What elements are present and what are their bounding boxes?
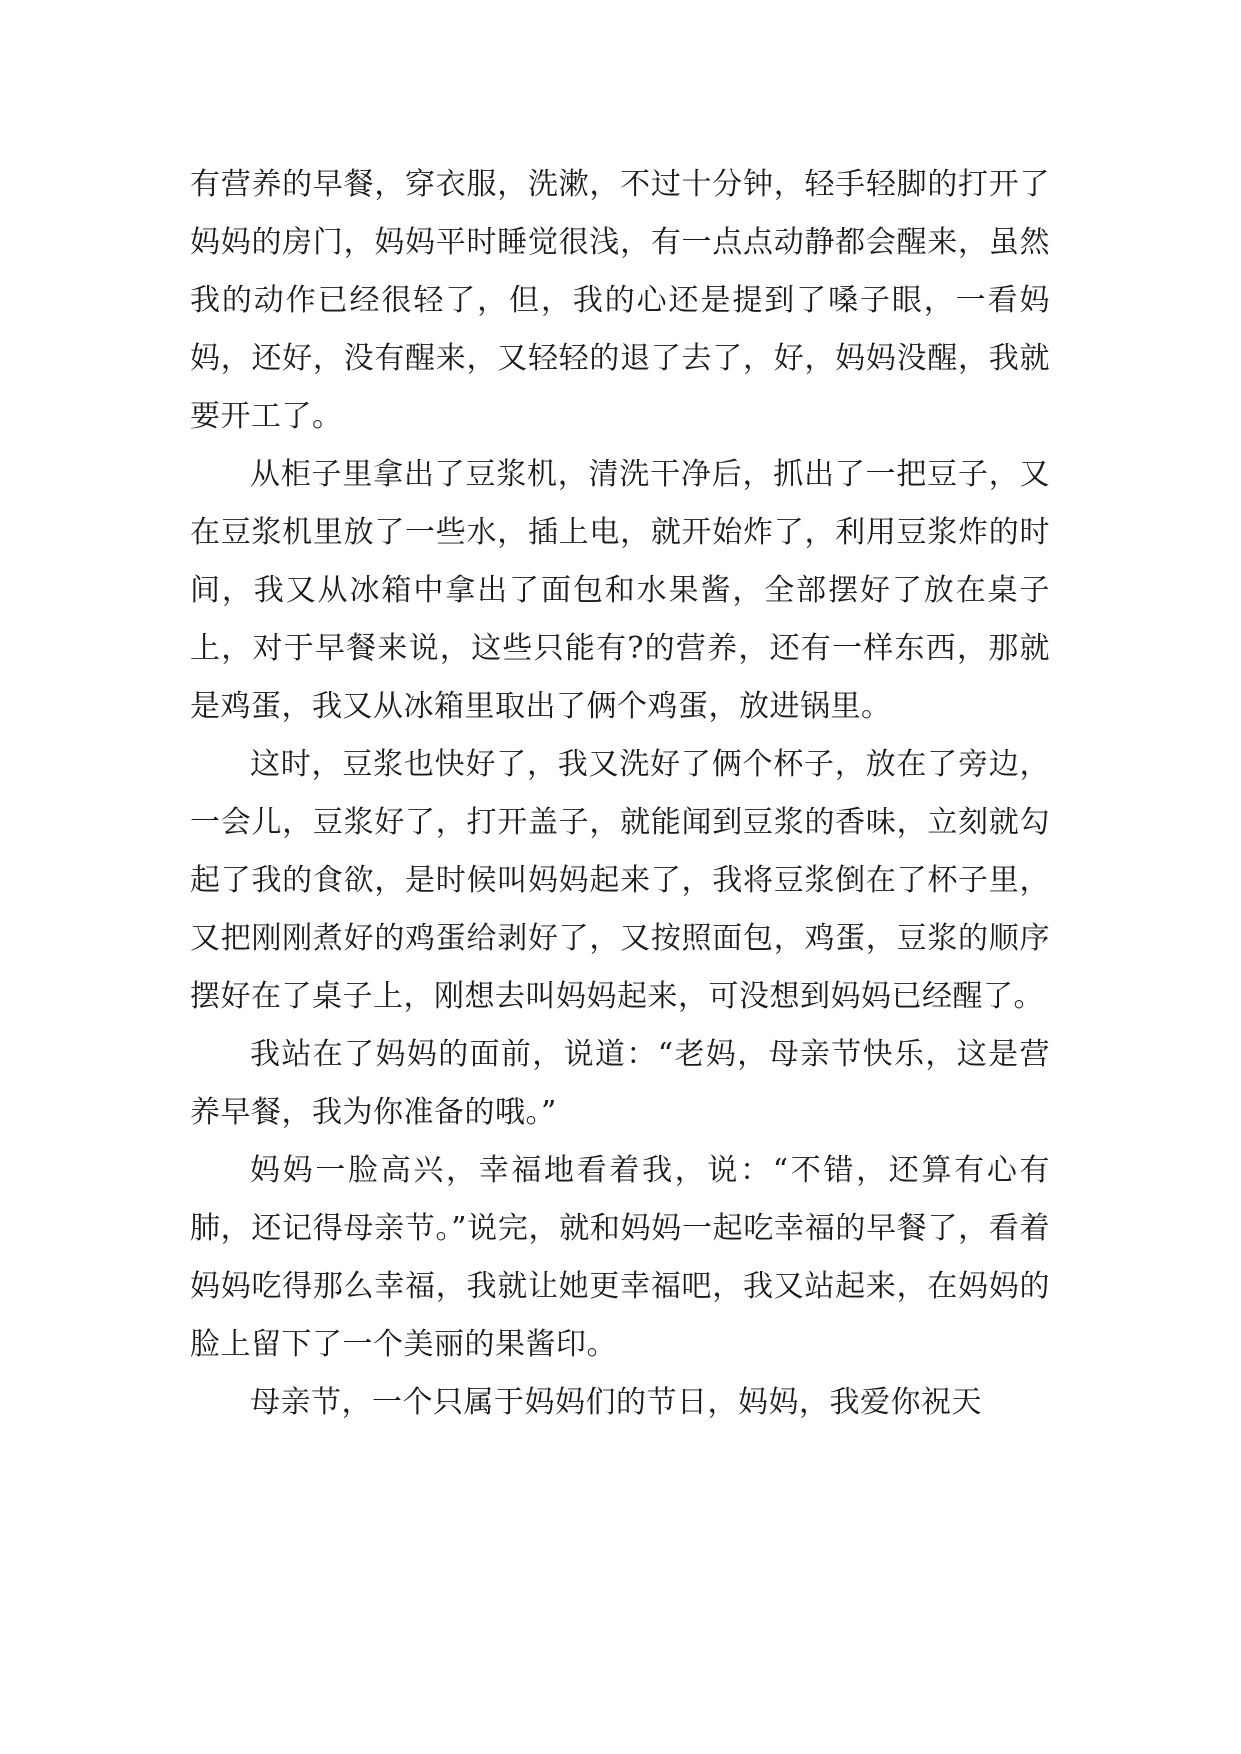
paragraph-4: 我站在了妈妈的面前，说道：“老妈，母亲节快乐，这是营养早餐，我为你准备的哦。” bbox=[190, 1037, 1050, 1130]
paragraph-2: 从柜子里拿出了豆浆机，清洗干净后，抓出了一把豆子，又在豆浆机里放了一些水，插上电，就开始炸了，利用豆浆炸的时间，我又从冰箱中拿出了面包和水果酱，全部摆好了放在桌子上，对于早餐来说，这些只能有?的营养，还有一样东西，那就是鸡蛋，我又从冰箱里取出了俩个鸡蛋，放进锅里。 bbox=[190, 457, 1050, 724]
document-body bbox=[190, 156, 1050, 1432]
paragraph-5: 妈妈一脸高兴，幸福地看着我，说：“不错，还算有心有肺，还记得母亲节。”说完，就和妈妈一起吃幸福的早餐了，看着妈妈吃得那么幸福，我就让她更幸福吧，我又站起来，在妈妈的脸上留下了一个美丽的果酱印。 bbox=[190, 1153, 1050, 1362]
paragraph-1: 有营养的早餐，穿衣服，洗漱，不过十分钟，轻手轻脚的打开了妈妈的房门，妈妈平时睡觉很浅，有一点点动静都会醒来，虽然我的动作已经很轻了，但，我的心还是提到了嗓子眼，一看妈妈，还好，没有醒来，又轻轻的退了去了，好，妈妈没醒，我就要开工了。 bbox=[190, 167, 1050, 434]
paragraph-6: 母亲节，一个只属于妈妈们的节日，妈妈，我爱你祝天 bbox=[250, 1385, 982, 1420]
paragraph-3: 这时，豆浆也快好了，我又洗好了俩个杯子，放在了旁边，一会儿，豆浆好了，打开盖子，就能闻到豆浆的香味，立刻就勾起了我的食欲，是时候叫妈妈起来了，我将豆浆倒在了杯子里，又把刚刚煮好的鸡蛋给剥好了，又按照面包，鸡蛋，豆浆的顺序摆好在了桌子上，刚想去叫妈妈起来，可没想到妈妈已经醒了。 bbox=[190, 747, 1050, 1014]
